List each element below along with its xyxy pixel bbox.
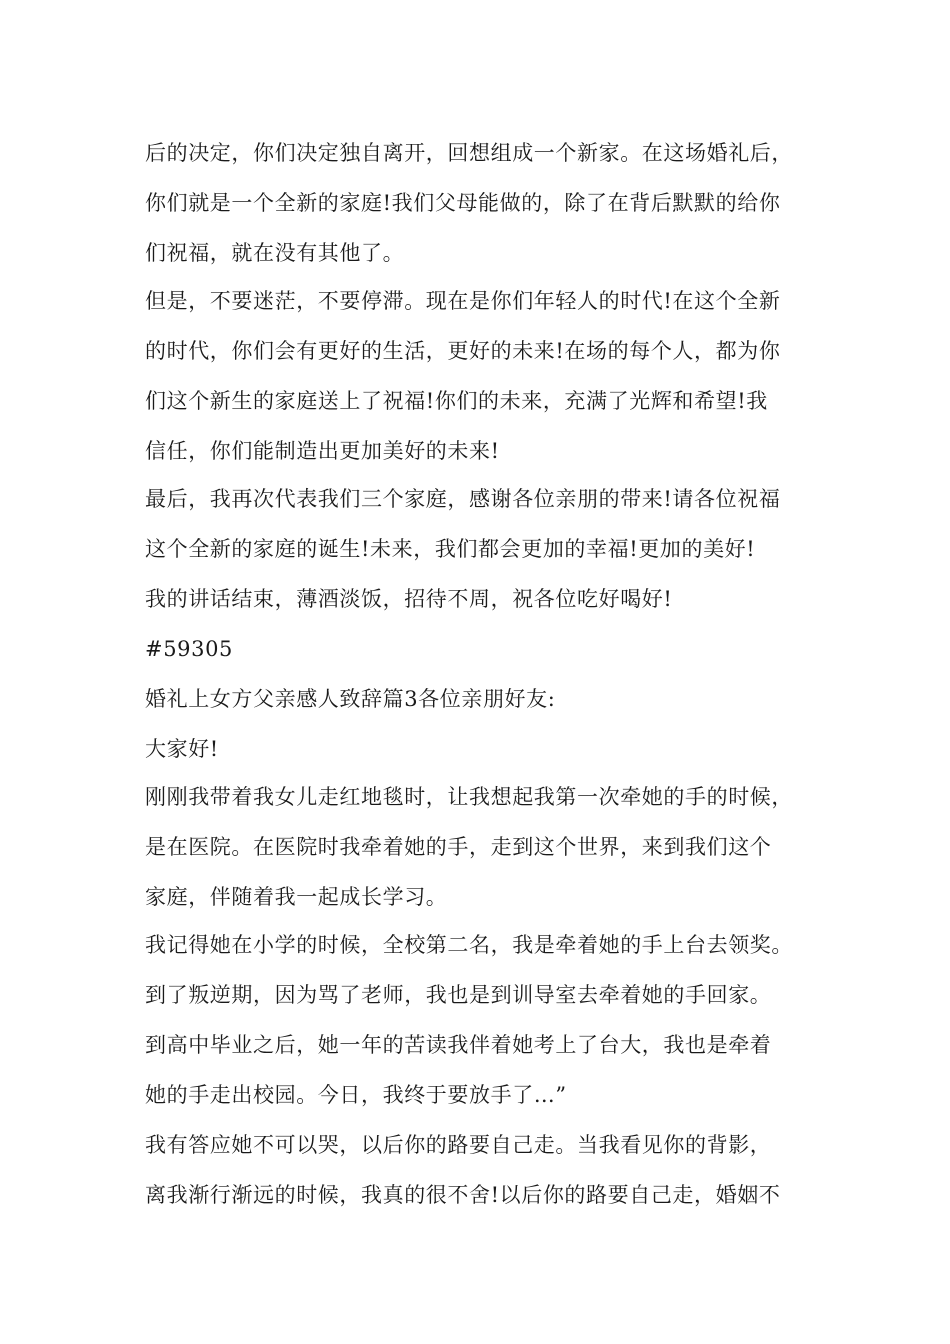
text-line: 是在医院。在医院时我牵着她的手，走到这个世界，来到我们这个	[145, 835, 772, 859]
text-line: 最后，我再次代表我们三个家庭，感谢各位亲朋的带来!请各位祝福	[145, 487, 781, 511]
text-line: 但是，不要迷茫，不要停滞。现在是你们年轻人的时代!在这个全新	[145, 289, 781, 313]
section-heading: 婚礼上女方父亲感人致辞篇3各位亲朋好友:	[145, 687, 556, 711]
text-line: 我记得她在小学的时候，全校第二名，我是牵着她的手上台去领奖。	[145, 933, 793, 957]
text-line: 们这个新生的家庭送上了祝福!你们的未来，充满了光辉和希望!我	[145, 389, 768, 413]
document-id: #59305	[145, 637, 233, 661]
text-line: 我的讲话结束，薄酒淡饭，招待不周，祝各位吃好喝好!	[145, 587, 673, 611]
text-line: 们祝福，就在没有其他了。	[145, 241, 405, 265]
text-line: 你们就是一个全新的家庭!我们父母能做的，除了在背后默默的给你	[145, 191, 781, 215]
text-line: 刚刚我带着我女儿走红地毯时，让我想起我第一次牵她的手的时候，	[145, 785, 793, 809]
text-line: 她的手走出校园。今日，我终于要放手了…”	[145, 1083, 567, 1107]
text-line: 这个全新的家庭的诞生!未来，我们都会更加的幸福!更加的美好!	[145, 537, 756, 561]
text-line: 家庭，伴随着我一起成长学习。	[145, 885, 448, 909]
text-line: 信任，你们能制造出更加美好的未来!	[145, 439, 500, 463]
greeting: 大家好!	[145, 737, 219, 761]
text-line: 我有答应她不可以哭，以后你的路要自己走。当我看见你的背影，	[145, 1133, 772, 1157]
text-line: 后的决定，你们决定独自离开，回想组成一个新家。在这场婚礼后，	[145, 141, 793, 165]
text-line: 离我渐行渐远的时候，我真的很不舍!以后你的路要自己走，婚姻不	[145, 1183, 781, 1207]
text-line: 到了叛逆期，因为骂了老师，我也是到训导室去牵着她的手回家。	[145, 983, 772, 1007]
text-line: 的时代，你们会有更好的生活，更好的未来!在场的每个人，都为你	[145, 339, 781, 363]
text-line: 到高中毕业之后，她一年的苦读我伴着她考上了台大，我也是牵着	[145, 1033, 772, 1057]
